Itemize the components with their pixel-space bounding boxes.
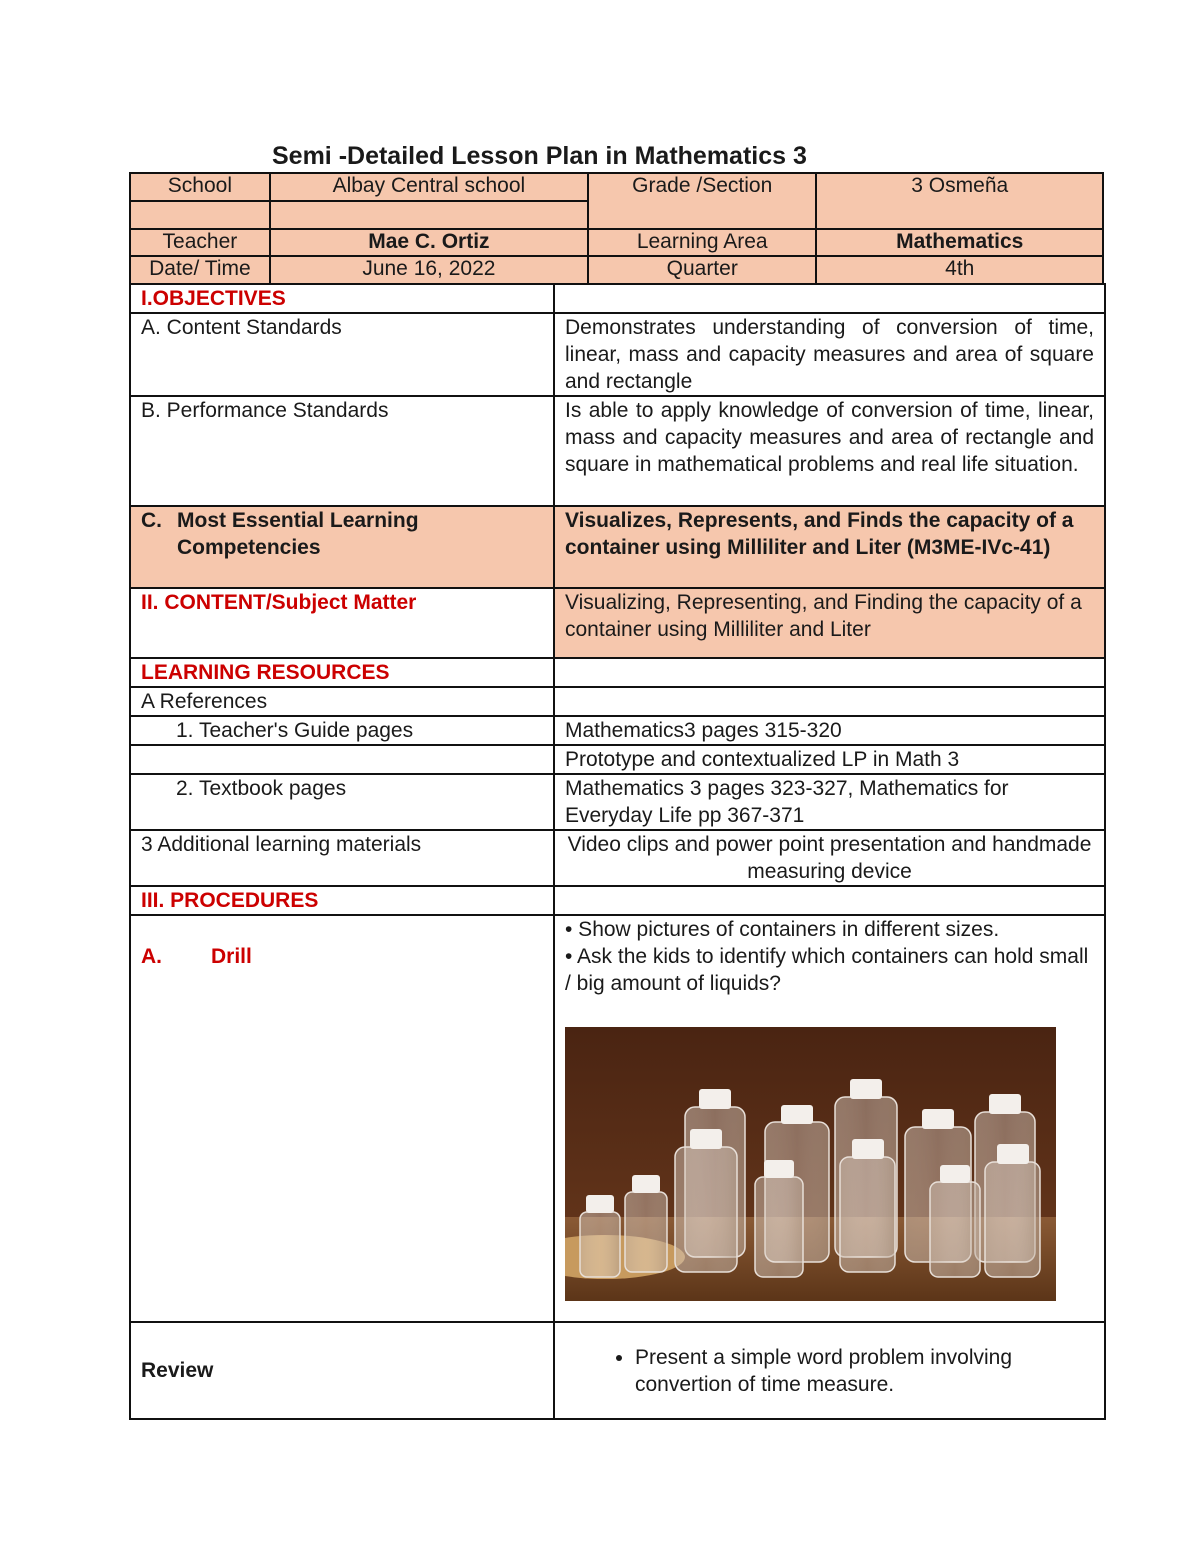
blank-cell xyxy=(554,886,1105,915)
containers-photo-image xyxy=(565,1027,1056,1301)
grade-label: Grade /Section xyxy=(588,173,817,229)
area-label: Learning Area xyxy=(588,229,817,256)
melc-value: Visualizes, Represents, and Finds the capacity of a container using Milliliter and Liter (M3ME-IVc-41) xyxy=(554,506,1105,588)
school-value: Albay Central school xyxy=(270,173,588,201)
review-content-cell xyxy=(554,1322,1105,1419)
melc-label-cell xyxy=(130,506,554,588)
performance-standards-value: Is able to apply knowledge of conversion of time, linear, mass and capacity measures and area of rectangle and square in mathematical problems and real life situation. xyxy=(554,396,1105,506)
quarter-value: 4th xyxy=(816,256,1103,284)
content-standards-value: Demonstrates understanding of conversion of time, linear, mass and capacity measures and area of square and rectangle xyxy=(554,313,1105,396)
drill-content-cell xyxy=(554,915,1105,1322)
drill-label-cell xyxy=(130,915,554,1322)
blank-cell xyxy=(554,687,1105,716)
date-label: Date/ Time xyxy=(130,256,270,284)
teachers-guide-value: Mathematics3 pages 315-320 xyxy=(554,716,1105,745)
teachers-guide-label: 1. Teacher's Guide pages xyxy=(130,716,554,745)
review-list xyxy=(565,1344,1094,1398)
procedures-heading: III. PROCEDURES xyxy=(130,886,554,915)
references-label: A References xyxy=(130,687,554,716)
blank-cell xyxy=(130,745,554,774)
blank-cell xyxy=(554,658,1105,687)
content-value: Visualizing, Representing, and Finding the capacity of a container using Milliliter and Liter xyxy=(554,588,1105,658)
performance-standards-label: B. Performance Standards xyxy=(130,396,554,506)
drill-bullet: • Show pictures of containers in different sizes. xyxy=(565,918,1000,941)
additional-materials-value: Video clips and power point presentation and handmade measuring device xyxy=(554,830,1105,886)
page-title: Semi -Detailed Lesson Plan in Mathematics 3 xyxy=(272,142,807,170)
review-bullet: • Present a simple word problem involving convertion of time measure. xyxy=(635,1344,1094,1398)
quarter-label: Quarter xyxy=(588,256,817,284)
content-standards-label: A. Content Standards xyxy=(130,313,554,396)
drill-prefix: A. xyxy=(141,945,162,968)
date-value: June 16, 2022 xyxy=(270,256,588,284)
review-label: Review xyxy=(130,1322,554,1419)
header-table xyxy=(129,172,1104,285)
content-heading: II. CONTENT/Subject Matter xyxy=(130,588,554,658)
teacher-label: Teacher xyxy=(130,229,270,256)
melc-prefix: C. xyxy=(141,509,162,532)
teachers-guide-value-2: Prototype and contextualized LP in Math 3 xyxy=(554,745,1105,774)
teacher-value: Mae C. Ortiz xyxy=(270,229,588,256)
melc-label: Most Essential Learning Competencies xyxy=(177,509,419,559)
lesson-table xyxy=(129,283,1106,1420)
containers-photo xyxy=(565,1027,1056,1301)
resources-heading: LEARNING RESOURCES xyxy=(130,658,554,687)
drill-label: Drill xyxy=(211,945,252,968)
school-label: School xyxy=(130,173,270,201)
blank-cell xyxy=(554,284,1105,313)
blank-cell xyxy=(270,201,588,229)
additional-materials-label: 3 Additional learning materials xyxy=(130,830,554,886)
objectives-heading: I.OBJECTIVES xyxy=(130,284,554,313)
textbook-label: 2. Textbook pages xyxy=(130,774,554,830)
grade-value: 3 Osmeña xyxy=(816,173,1103,229)
textbook-value: Mathematics 3 pages 323-327, Mathematics for Everyday Life pp 367-371 xyxy=(554,774,1105,830)
area-value: Mathematics xyxy=(816,229,1103,256)
blank-cell xyxy=(130,201,270,229)
drill-bullet: • Ask the kids to identify which containers can hold small / big amount of liquids? xyxy=(565,945,1089,995)
